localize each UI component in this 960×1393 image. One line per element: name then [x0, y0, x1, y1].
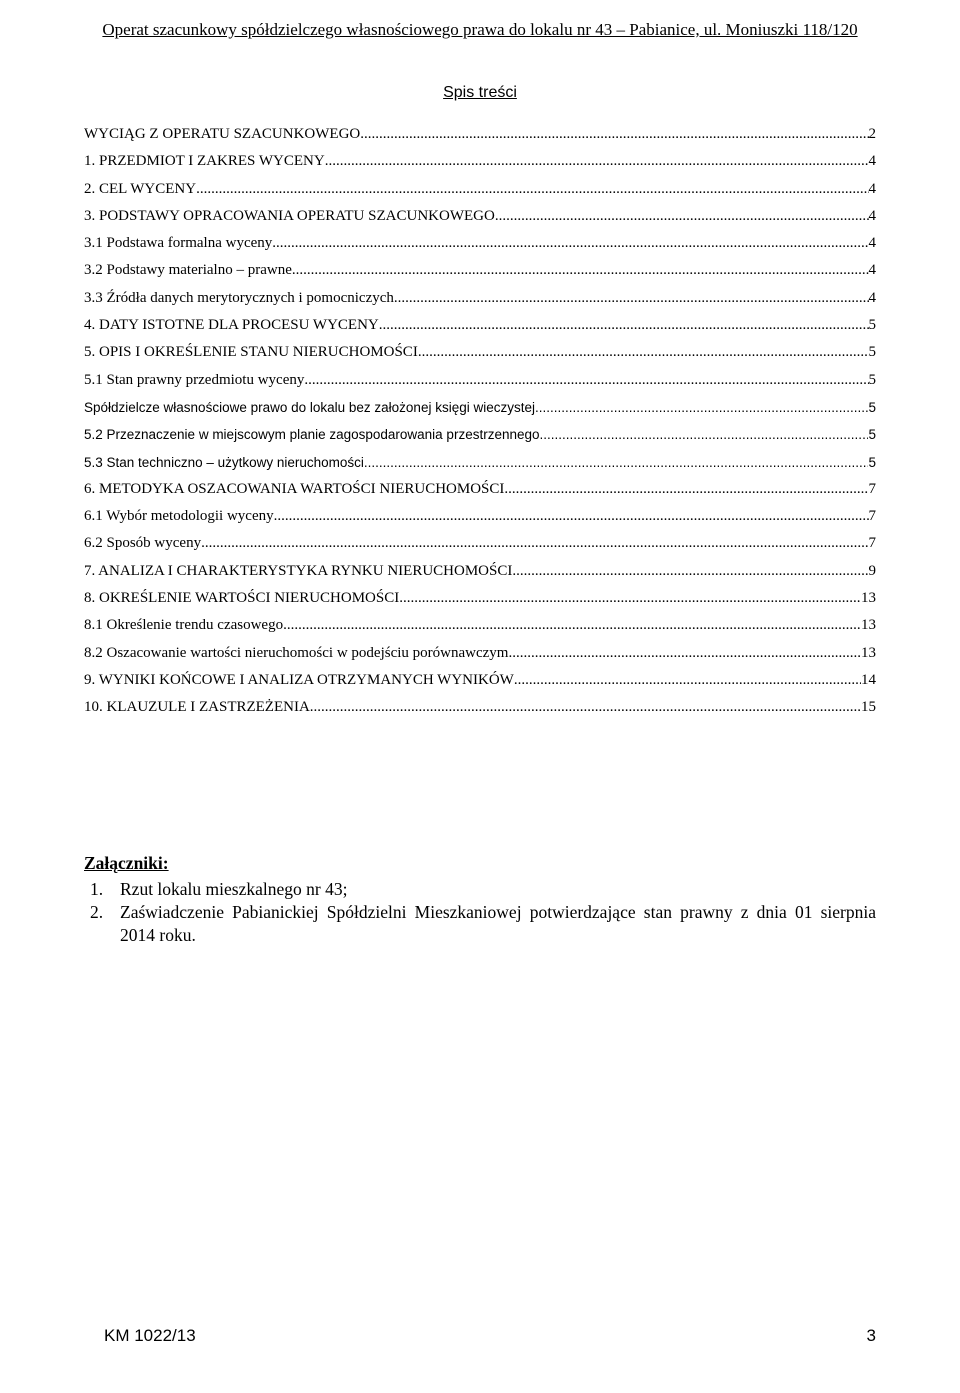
toc-dot-leader [360, 121, 868, 148]
toc-entry-page: 14 [861, 671, 876, 688]
toc-entry-page: 13 [861, 590, 876, 607]
toc-entry-page: 4 [868, 153, 876, 170]
toc-entry-page: 4 [868, 289, 876, 306]
footer-document-number: KM 1022/13 [104, 1326, 196, 1345]
toc-dot-leader [292, 257, 869, 284]
toc-dot-leader [495, 203, 869, 230]
toc-entry-page: 4 [868, 207, 876, 224]
toc-dot-leader [310, 694, 861, 721]
toc-entry[interactable] [84, 312, 876, 339]
toc-entry-label: 9. WYNIKI KOŃCOWE I ANALIZA OTRZYMANYCH WYNIKÓW [84, 671, 514, 688]
toc-entry-label: 5.2 Przeznaczenie w miejscowym planie zagospodarowania przestrzennego [84, 427, 540, 443]
toc-dot-leader [364, 449, 869, 476]
toc-entry[interactable] [84, 585, 876, 612]
toc-entry[interactable] [84, 449, 876, 476]
toc-entry[interactable] [84, 530, 876, 557]
toc-entry-page: 5 [868, 344, 876, 361]
toc-entry[interactable] [84, 694, 876, 721]
toc-entry-label: 3.1 Podstawa formalna wyceny [84, 235, 273, 252]
toc-dot-leader [325, 148, 869, 175]
toc-entry-label: 7. ANALIZA I CHARAKTERYSTYKA RYNKU NIERUCHOMOŚCI [84, 562, 513, 579]
toc-entry[interactable] [84, 503, 876, 530]
toc-entry-page: 5 [868, 399, 876, 415]
toc-entry-label: 10. KLAUZULE I ZASTRZEŻENIA [84, 699, 310, 716]
toc-dot-leader [504, 476, 868, 503]
attachment-number: 1. [90, 879, 104, 899]
toc-entry-page: 5 [868, 427, 876, 443]
running-header: Operat szacunkowy spółdzielczego własnościowego prawa do lokalu nr 43 – Pabianice, ul. Moniuszki 118/120 [102, 20, 858, 39]
toc-entry[interactable] [84, 367, 876, 394]
toc-entry-label: 5.1 Stan prawny przedmiotu wyceny [84, 371, 305, 388]
toc-dot-leader [540, 421, 869, 448]
toc-dot-leader [539, 394, 869, 421]
toc-entry-page: 4 [868, 235, 876, 252]
toc-entry[interactable] [84, 230, 876, 257]
toc-entry[interactable] [84, 203, 876, 230]
toc-dot-leader [274, 503, 869, 530]
attachments-list [84, 878, 876, 947]
toc-dot-leader [508, 640, 861, 667]
toc-entry-label: 3.2 Podstawy materialno – prawne [84, 262, 292, 279]
toc-entry[interactable] [84, 285, 876, 312]
toc-entry-page: 15 [861, 699, 876, 716]
toc-entry-label: 5.3 Stan techniczno – użytkowy nieruchomości [84, 454, 364, 470]
toc-entry[interactable] [84, 667, 876, 694]
toc-dot-leader [394, 285, 869, 312]
toc-entry-page: 2 [868, 126, 876, 142]
toc-dot-leader [272, 230, 868, 257]
toc-entry-page: 5 [868, 371, 876, 388]
toc-dot-leader [512, 558, 868, 585]
toc-entry-label: Spółdzielcze własnościowe prawo do lokalu bez założonej księgi wieczystej. [84, 399, 539, 415]
toc-dot-leader [399, 585, 861, 612]
attachments-section [84, 852, 876, 947]
toc-title: Spis treści [443, 84, 517, 101]
toc-entry-label: WYCIĄG Z OPERATU SZACUNKOWEGO [84, 126, 361, 142]
table-of-contents [84, 121, 876, 722]
toc-dot-leader [514, 667, 861, 694]
toc-entry-label: 6.1 Wybór metodologii wyceny [84, 508, 274, 525]
toc-entry-label: 3.3 Źródła danych merytorycznych i pomocniczych [84, 289, 394, 306]
toc-entry[interactable] [84, 612, 876, 639]
toc-dot-leader [379, 312, 869, 339]
toc-entry-label: 8. OKREŚLENIE WARTOŚCI NIERUCHOMOŚCI [84, 590, 400, 607]
toc-entry-page: 13 [861, 617, 876, 634]
toc-entry-label: 8.1 Określenie trendu czasowego [84, 617, 284, 634]
toc-entry-page: 7 [868, 480, 876, 497]
toc-dot-leader [283, 612, 861, 639]
toc-dot-leader [201, 530, 868, 557]
toc-entry-page: 5 [868, 454, 876, 470]
toc-entry-label: 4. DATY ISTOTNE DLA PROCESU WYCENY [84, 317, 379, 334]
toc-dot-leader [304, 367, 868, 394]
toc-entry-page: 4 [868, 262, 876, 279]
toc-entry-page: 4 [868, 180, 876, 197]
toc-entry-label: 8.2 Oszacowanie wartości nieruchomości w podejściu porównawczym [84, 644, 509, 661]
attachment-number: 2. [90, 902, 104, 922]
toc-entry[interactable] [84, 176, 876, 203]
toc-entry-page: 7 [868, 535, 876, 552]
toc-entry-label: 1. PRZEDMIOT I ZAKRES WYCENY [84, 153, 325, 170]
toc-entry-label: 3. PODSTAWY OPRACOWANIA OPERATU SZACUNKOWEGO [84, 207, 495, 224]
toc-entry[interactable] [84, 121, 876, 148]
toc-entry-page: 5 [868, 317, 876, 334]
toc-entry-label: 6.2 Sposób wyceny [84, 535, 202, 552]
toc-entry-label: 5. OPIS I OKREŚLENIE STANU NIERUCHOMOŚCI [84, 344, 418, 361]
toc-entry[interactable] [84, 148, 876, 175]
attachment-item [84, 878, 876, 901]
footer-page-number: 3 [866, 1326, 876, 1345]
toc-entry-page: 7 [868, 508, 876, 525]
attachment-text: Zaświadczenie Pabianickiej Spółdzielni Mieszkaniowej potwierdzające stan prawny z dnia 01 sierpnia 2014 roku. [120, 902, 876, 945]
toc-entry[interactable] [84, 394, 876, 421]
attachment-item [84, 901, 876, 947]
toc-entry-page: 13 [861, 644, 876, 661]
toc-entry-page: 9 [868, 562, 876, 579]
toc-entry[interactable] [84, 421, 876, 448]
attachments-title: Załączniki: [84, 853, 169, 873]
toc-entry-label: 2. CEL WYCENY [84, 180, 197, 197]
toc-entry-label: 6. METODYKA OSZACOWANIA WARTOŚCI NIERUCHOMOŚCI [84, 480, 505, 497]
toc-entry[interactable] [84, 339, 876, 366]
toc-entry[interactable] [84, 476, 876, 503]
toc-entry[interactable] [84, 640, 876, 667]
toc-dot-leader [418, 339, 869, 366]
attachment-text: Rzut lokalu mieszkalnego nr 43; [120, 879, 348, 899]
toc-entry[interactable] [84, 257, 876, 284]
toc-dot-leader [196, 176, 868, 203]
toc-entry[interactable] [84, 558, 876, 585]
